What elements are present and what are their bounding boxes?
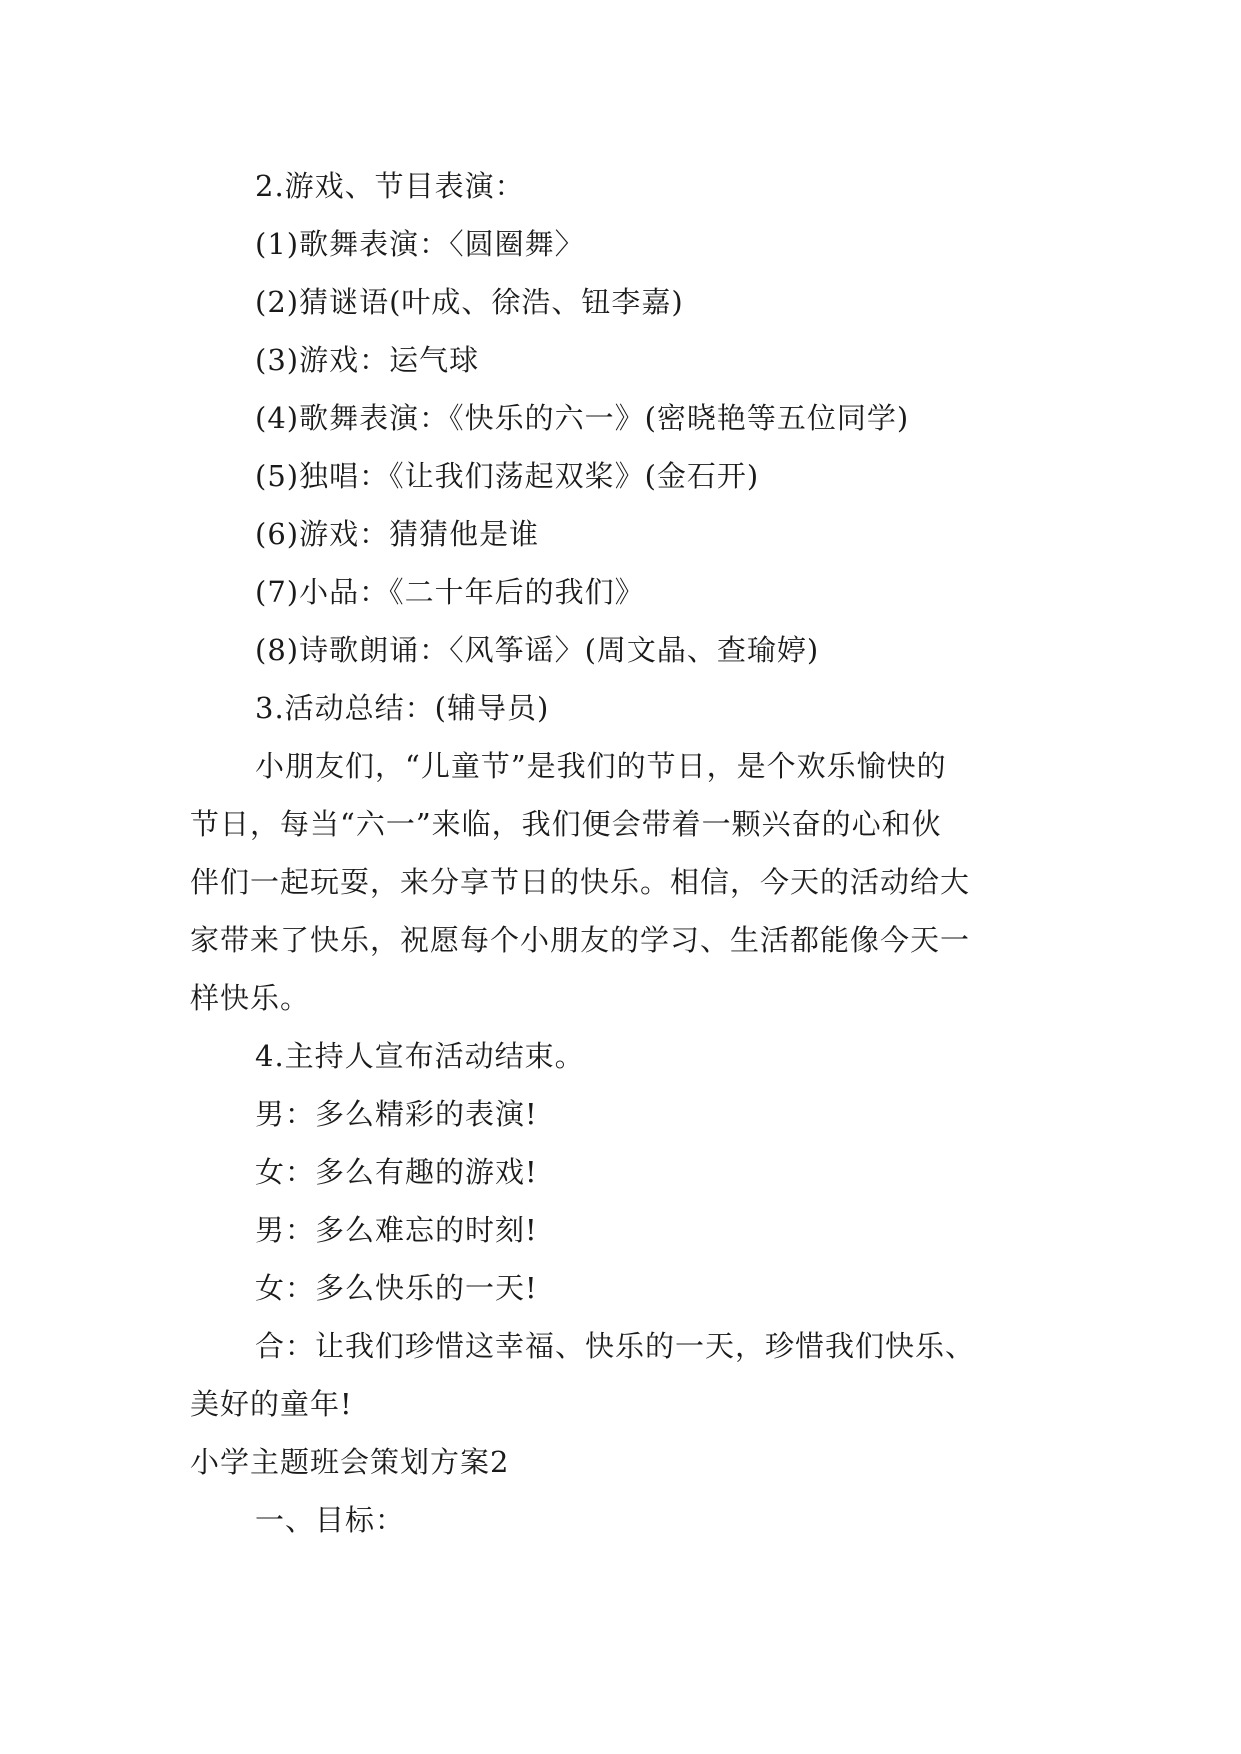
- program-item-4: (4)歌舞表演：《快乐的六一》(密晓艳等五位同学): [255, 401, 910, 435]
- summary-paragraph-line: 小朋友们，“儿童节”是我们的节日，是个欢乐愉快的: [255, 749, 947, 783]
- dialogue-line: 合：让我们珍惜这幸福、快乐的一天，珍惜我们快乐、: [255, 1329, 976, 1363]
- summary-paragraph-line: 样快乐。: [190, 981, 311, 1015]
- summary-paragraph-line: 伴们一起玩耍，来分享节日的快乐。相信，今天的活动给大: [190, 865, 971, 899]
- program-item-8: (8)诗歌朗诵：〈风筝谣〉(周文晶、查瑜婷): [255, 633, 820, 667]
- dialogue-line: 男：多么精彩的表演!: [255, 1097, 538, 1131]
- summary-paragraph-line: 家带来了快乐，祝愿每个小朋友的学习、生活都能像今天一: [190, 923, 971, 957]
- dialogue-line: 男：多么难忘的时刻!: [255, 1213, 538, 1247]
- summary-paragraph-line: 节日，每当“六一”来临，我们便会带着一颗兴奋的心和伙: [190, 807, 942, 841]
- section-title: 小学主题班会策划方案2: [190, 1445, 510, 1479]
- heading-objectives: 一、目标：: [255, 1503, 406, 1537]
- dialogue-line: 女：多么快乐的一天!: [255, 1271, 538, 1305]
- dialogue-line: 美好的童年!: [190, 1387, 353, 1421]
- heading-activity-summary: 3.活动总结：(辅导员): [255, 691, 550, 725]
- program-item-2: (2)猜谜语(叶成、徐浩、钮李嘉): [255, 285, 684, 319]
- program-item-3: (3)游戏：运气球: [255, 343, 480, 377]
- heading-games-performances: 2.游戏、节目表演：: [255, 169, 525, 203]
- program-item-7: (7)小品：《二十年后的我们》: [255, 575, 645, 609]
- program-item-6: (6)游戏：猜猜他是谁: [255, 517, 540, 551]
- heading-host-closing: 4.主持人宣布活动结束。: [255, 1039, 585, 1073]
- dialogue-line: 女：多么有趣的游戏!: [255, 1155, 538, 1189]
- program-item-1: (1)歌舞表演：〈圆圈舞〉: [255, 227, 585, 261]
- program-item-5: (5)独唱：《让我们荡起双桨》(金石开): [255, 459, 760, 493]
